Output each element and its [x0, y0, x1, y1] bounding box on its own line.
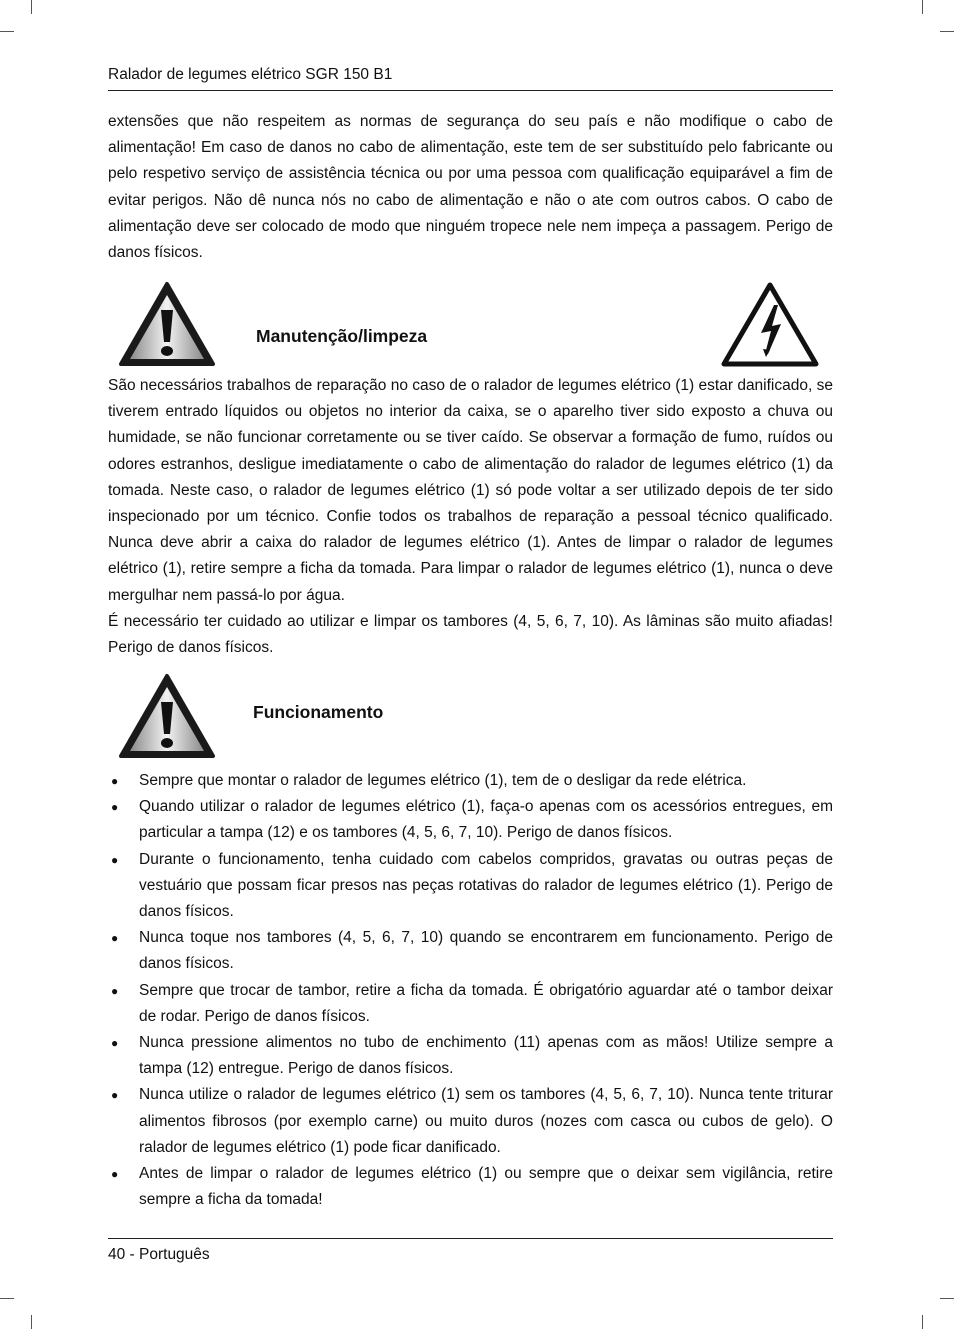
- list-item-text: Nunca toque nos tambores (4, 5, 6, 7, 10) quando se encontrarem em funcionamento. Perigo de danos físicos.: [139, 929, 833, 973]
- list-item: [108, 1082, 833, 1161]
- bullet-icon: ●: [111, 852, 119, 867]
- list-item: [108, 925, 833, 977]
- list-item-text: Antes de limpar o ralador de legumes elétrico (1) ou sempre que o deixar sem vigilância, retire sempre a ficha da tomada!: [139, 1165, 833, 1209]
- maintenance-title: Manutenção/limpeza: [256, 326, 428, 346]
- bullet-icon: ●: [111, 774, 119, 788]
- page-number: 40 - Português: [108, 1246, 210, 1263]
- list-item: [108, 978, 833, 1030]
- list-item-text: Sempre que montar o ralador de legumes elétrico (1), tem de o desligar da rede elétrica.: [139, 772, 747, 789]
- list-item-text: Nunca utilize o ralador de legumes elétrico (1) sem os tambores (4, 5, 6, 7, 10). Nunca tente triturar alimentos fibrosos (por exemplo carne) ou muito duros (nozes com casca ou cubos de gelo). O ralador de legumes elétrico (1) pode ficar danificado.: [139, 1086, 833, 1156]
- bullet-icon: ●: [111, 983, 119, 998]
- bullet-icon: ●: [111, 800, 119, 815]
- list-item: [108, 847, 833, 926]
- operation-bullet-list: [108, 768, 833, 1213]
- maintenance-paragraph-2: É necessário ter cuidado ao utilizar e limpar os tambores (4, 5, 6, 7, 10). As lâminas são muito afiadas! Perigo de danos físicos.: [108, 612, 833, 657]
- crop-mark: [922, 1315, 923, 1329]
- header-title: Ralador de legumes elétrico SGR 150 B1: [108, 66, 393, 83]
- bullet-icon: ●: [111, 1167, 119, 1182]
- page-footer: [108, 1238, 833, 1266]
- list-item-text: Sempre que trocar de tambor, retire a ficha da tomada. É obrigatório aguardar até o tambor deixar de rodar. Perigo de danos físicos.: [139, 981, 833, 1025]
- crop-mark: [940, 31, 954, 32]
- maintenance-body: [108, 373, 833, 661]
- intro-text: extensões que não respeitem as normas de segurança do seu país e não modifique o cabo de alimentação! Em caso de danos no cabo de alimentação, este tem de ser substituído pelo fabricante ou pelo respetivo serviço de assistência técnica ou por uma pessoa com qualificação equiparável a fim de evitar perigos. Não dê nunca nós no cabo de alimentação e não o ate com outros cabos. O cabo de alimentação deve ser colocado de modo que ninguém tropece nele nem impeça a passagem. Perigo de danos físicos.: [108, 113, 833, 262]
- list-item: [108, 768, 833, 794]
- crop-mark: [940, 1298, 954, 1299]
- list-item: [108, 794, 833, 846]
- list-item: [108, 1030, 833, 1082]
- crop-mark: [922, 0, 923, 14]
- intro-paragraph: [108, 109, 833, 266]
- list-item-text: Durante o funcionamento, tenha cuidado com cabelos compridos, gravatas ou outras peças de vestuário que possam ficar presos nas peças rotativas do ralador de legumes elétrico (1). Perigo de danos físicos.: [139, 850, 833, 921]
- operation-title: Funcionamento: [253, 702, 384, 722]
- crop-mark: [31, 0, 32, 14]
- crop-mark: [0, 31, 14, 32]
- bullet-icon: ●: [111, 1088, 119, 1103]
- page-header: [108, 64, 833, 91]
- crop-mark: [0, 1298, 14, 1299]
- list-item: [108, 1161, 833, 1213]
- crop-mark: [31, 1315, 32, 1329]
- bullet-icon: ●: [111, 1036, 119, 1051]
- bullet-icon: ●: [111, 931, 119, 946]
- electric-shock-warning-icon: [721, 281, 819, 367]
- list-item-text: Nunca pressione alimentos no tubo de enchimento (11) apenas com as mãos! Utilize sempre a tampa (12) entregue. Perigo de danos físicos.: [139, 1034, 833, 1078]
- maintenance-paragraph-1: São necessários trabalhos de reparação no caso de o ralador de legumes elétrico (1) estar danificado, se tiverem entrado líquidos ou objetos no interior da caixa, se o aparelho tiver sido exposto a chuva ou humidade, se não funcionar corretamente ou se tiver caído. Se observar a formação de fumo, ruídos ou odores estranhos, desligue imediatamente o cabo de alimentação do ralador de legumes elétrico (1) da tomada. Neste caso, o ralador de legumes elétrico (1) só pode voltar a ser utilizado depois de ter sido inspecionado por um técnico. Confie todos os trabalhos de reparação a pessoal técnico qualificado. Nunca deve abrir a caixa do ralador de legumes elétrico (1). Antes de limpar o ralador de legumes elétrico (1), retire sempre a ficha da tomada. Para limpar o ralador de legumes elétrico (1), nunca o deve mergulhar nem passá-lo por água.: [108, 377, 833, 604]
- exclamation-warning-icon: [118, 673, 216, 759]
- exclamation-warning-icon: [118, 281, 216, 367]
- list-item-text: Quando utilizar o ralador de legumes elétrico (1), faça-o apenas com os acessórios entregues, em particular a tampa (12) e os tambores (4, 5, 6, 7, 10). Perigo de danos físicos.: [139, 798, 833, 842]
